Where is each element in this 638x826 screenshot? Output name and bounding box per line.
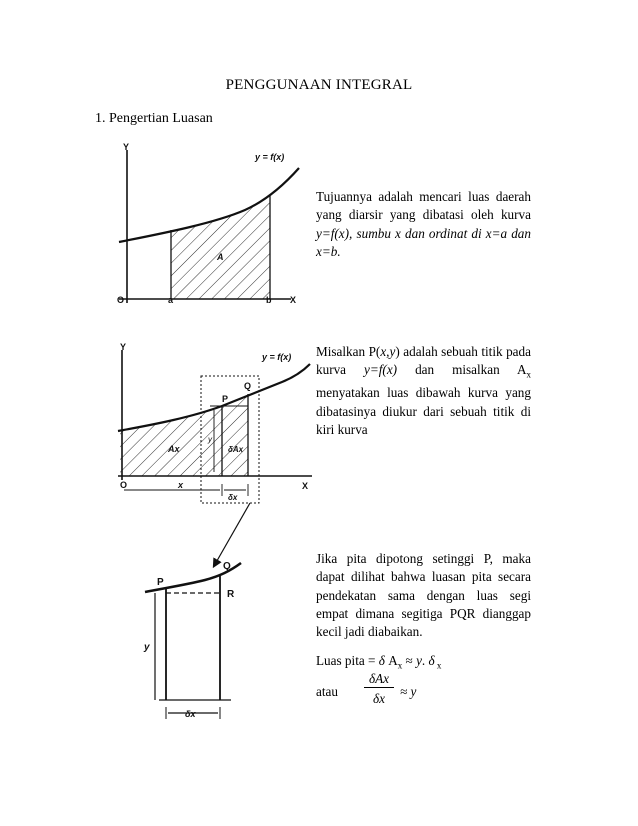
origin-label: O xyxy=(120,480,128,490)
curve-label: y = f(x) xyxy=(255,152,285,162)
dx-label: δx xyxy=(228,493,238,502)
height-label: y xyxy=(144,642,150,653)
strip-label: δAx xyxy=(228,445,244,454)
figure-strip-under-curve xyxy=(112,340,322,505)
axis-x-label: X xyxy=(302,481,309,491)
paragraph-2: Misalkan P(x,y) adalah sebuah titik pada kurva y=f(x) dan misalkan $A_x$ menyatakan luas dibawah kurva yang dibatasinya diukur dari sebuah titik di kiri kurva xyxy=(316,344,531,437)
point-q-label: Q xyxy=(223,561,231,572)
origin-label: O xyxy=(117,295,125,305)
section-heading: 1. Pengertian Luasan xyxy=(95,111,213,126)
tick-a-label: a xyxy=(168,295,174,305)
fraction-numerator: δAx xyxy=(364,671,394,688)
axis-x-label: X xyxy=(290,295,297,305)
equation-rhs: ≈ y xyxy=(400,684,417,699)
axis-y-label: Y xyxy=(123,142,130,152)
shaded-area-ax xyxy=(120,406,222,476)
area-ax-label: Ax xyxy=(168,444,180,454)
point-p-label: P xyxy=(157,577,164,588)
fraction-denominator: δx xyxy=(373,691,385,706)
paragraph-1: Tujuannya adalah mencari luas daerah yang diarsir yang dibatasi oleh kurva y=f(x), sumbu x dan ordinat di x=a dan x=b. xyxy=(316,189,531,259)
point-q-label: Q xyxy=(244,381,252,391)
equation-atau-label: atau xyxy=(316,684,338,699)
axis-y-label: Y xyxy=(120,342,127,352)
equation-strip-area: Luas pita = δ $A_x \approx y$. δ $_x$ xyxy=(316,653,442,671)
figure-strip-zoom xyxy=(135,555,265,725)
paragraph-3: Jika pita dipotong setinggi P, maka dapat dilihat bahwa luasan pita secara pendekatan sama dengan luas segi empat dimana segitiga PQR dianggap kecil jadi diabaikan. xyxy=(316,551,531,640)
dx-label: δx xyxy=(185,709,196,719)
x-label: x xyxy=(178,480,184,490)
tick-b-label: b xyxy=(266,295,272,305)
curve-label: y = f(x) xyxy=(262,352,292,362)
page-title: PENGGUNAAN INTEGRAL xyxy=(225,77,413,93)
region-label: A xyxy=(217,252,224,262)
shaded-region xyxy=(171,196,270,299)
figure-area-under-curve xyxy=(105,138,310,330)
point-p-label: P xyxy=(222,394,229,404)
point-r-label: R xyxy=(227,589,235,600)
height-label: y xyxy=(208,435,212,444)
